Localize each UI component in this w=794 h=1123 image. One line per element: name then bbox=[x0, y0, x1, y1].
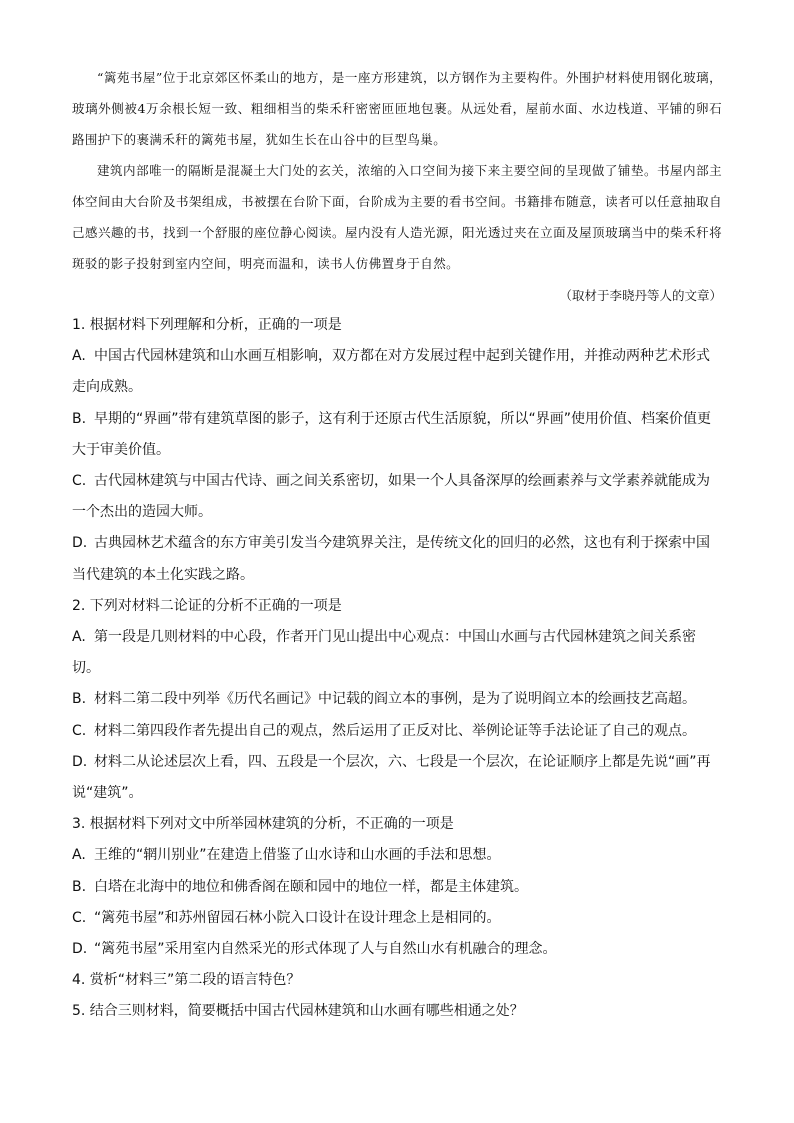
option-text: 第一段是几则材料的中心段，作者开门见山提出中心观点：中国山水画与古代园林建筑之间关系密切。 bbox=[72, 629, 696, 677]
option-text: 材料二第四段作者先提出自己的观点，然后运用了正反对比、举例论证等手法论证了自己的观点。 bbox=[94, 722, 696, 739]
option-letter: C. bbox=[72, 909, 87, 926]
option-letter: D. bbox=[72, 941, 88, 958]
option-letter: B. bbox=[72, 410, 87, 427]
option-b bbox=[72, 872, 722, 903]
option-d bbox=[72, 528, 722, 590]
option-letter: B. bbox=[72, 878, 87, 895]
question-3 bbox=[72, 809, 722, 965]
option-text: 古代园林建筑与中国古代诗、画之间关系密切，如果一个人具备深厚的绘画素养与文学素养就能成为一个杰出的造园大师。 bbox=[72, 473, 710, 521]
option-text: 早期的“界画”带有建筑草图的影子，这有利于还原古代生活原貌，所以“界画”使用价值、档案价值更大于审美价值。 bbox=[72, 410, 712, 458]
passage-paragraph-1: “篱苑书屋”位于北京郊区怀柔山的地方，是一座方形建筑，以方钢作为主要构件。外围护材料使用钢化玻璃，玻璃外侧被4万余根长短一致、粗细相当的柴禾秆密密匝匝地包裹。从远处看，屋前水面、水边栈道、平铺的卵石路围护下的裹满禾秆的篱苑书屋，犹如生长在山谷中的巨型鸟巢。 bbox=[72, 70, 722, 147]
question-stem: 4. 赏析“材料三”第二段的语言特色？ bbox=[72, 972, 301, 989]
question-stem: 5. 结合三则材料，简要概括中国古代园林建筑和山水画有哪些相通之处？ bbox=[72, 1003, 524, 1020]
option-letter: B. bbox=[72, 691, 87, 708]
option-text: 中国古代园林建筑和山水画互相影响，双方都在对方发展过程中起到关键作用，并推动两种艺术形式走向成熟。 bbox=[72, 348, 710, 396]
question-4 bbox=[72, 965, 722, 996]
passage-source: （取材于李晓丹等人的文章） bbox=[559, 288, 722, 303]
option-text: 古典园林艺术蕴含的东方审美引发当今建筑界关注，是传统文化的回归的必然，这也有利于探索中国当代建筑的本土化实践之路。 bbox=[72, 535, 710, 583]
question-1 bbox=[72, 310, 722, 591]
question-stem: 1. 根据材料下列理解和分析，正确的一项是 bbox=[72, 317, 342, 333]
question-stem: 2. 下列对材料二论证的分析不正确的一项是 bbox=[72, 597, 342, 614]
passage-paragraph-2: 建筑内部唯一的隔断是混凝土大门处的玄关，浓缩的入口空间为接下来主要空间的呈现做了铺垫。书屋内部主体空间由大台阶及书架组成，书被摆在台阶下面，台阶成为主要的看书空间。书籍排布随意，读者可以任意抽取自己感兴趣的书，找到一个舒服的座位静心阅读。屋内没有人造光源，阳光透过夹在立面及屋顶玻璃当中的柴禾秆将斑驳的影子投射到室内空间，明亮而温和，读书人仿佛置身于自然。 bbox=[72, 163, 722, 271]
option-d bbox=[72, 747, 722, 809]
option-letter: A. bbox=[72, 847, 86, 864]
option-b bbox=[72, 404, 722, 466]
option-a bbox=[72, 840, 722, 871]
option-b bbox=[72, 684, 722, 715]
option-c bbox=[72, 903, 722, 934]
option-text: “篱苑书屋”采用室内自然采光的形式体现了人与自然山水有机融合的理念。 bbox=[94, 941, 557, 958]
question-2 bbox=[72, 591, 722, 809]
question-list bbox=[72, 310, 722, 1028]
option-letter: C. bbox=[72, 473, 87, 490]
option-text: “篱苑书屋”和苏州留园石林小院入口设计在设计理念上是相同的。 bbox=[94, 909, 501, 926]
option-letter: D. bbox=[72, 535, 88, 552]
option-letter: A. bbox=[72, 348, 86, 365]
option-a bbox=[72, 341, 722, 403]
option-text: 王维的“辋川别业”在建造上借鉴了山水诗和山水画的手法和思想。 bbox=[94, 847, 501, 864]
option-text: 材料二第二段中列举《历代名画记》中记载的阎立本的事例，是为了说明阎立本的绘画技艺高超。 bbox=[94, 691, 696, 708]
option-text: 材料二从论述层次上看，四、五段是一个层次，六、七段是一个层次，在论证顺序上都是先说“画”再说“建筑”。 bbox=[72, 753, 711, 802]
option-d bbox=[72, 934, 722, 965]
option-c bbox=[72, 466, 722, 528]
option-c bbox=[72, 716, 722, 747]
option-letter: D. bbox=[72, 753, 88, 770]
question-stem: 3. 根据材料下列对文中所举园林建筑的分析，不正确的一项是 bbox=[72, 816, 454, 833]
question-5 bbox=[72, 996, 722, 1027]
reading-passage bbox=[72, 62, 722, 279]
option-a bbox=[72, 622, 722, 684]
option-letter: A. bbox=[72, 629, 86, 646]
option-text: 白塔在北海中的地位和佛香阁在颐和园中的地位一样，都是主体建筑。 bbox=[94, 878, 528, 895]
option-letter: C. bbox=[72, 722, 87, 739]
